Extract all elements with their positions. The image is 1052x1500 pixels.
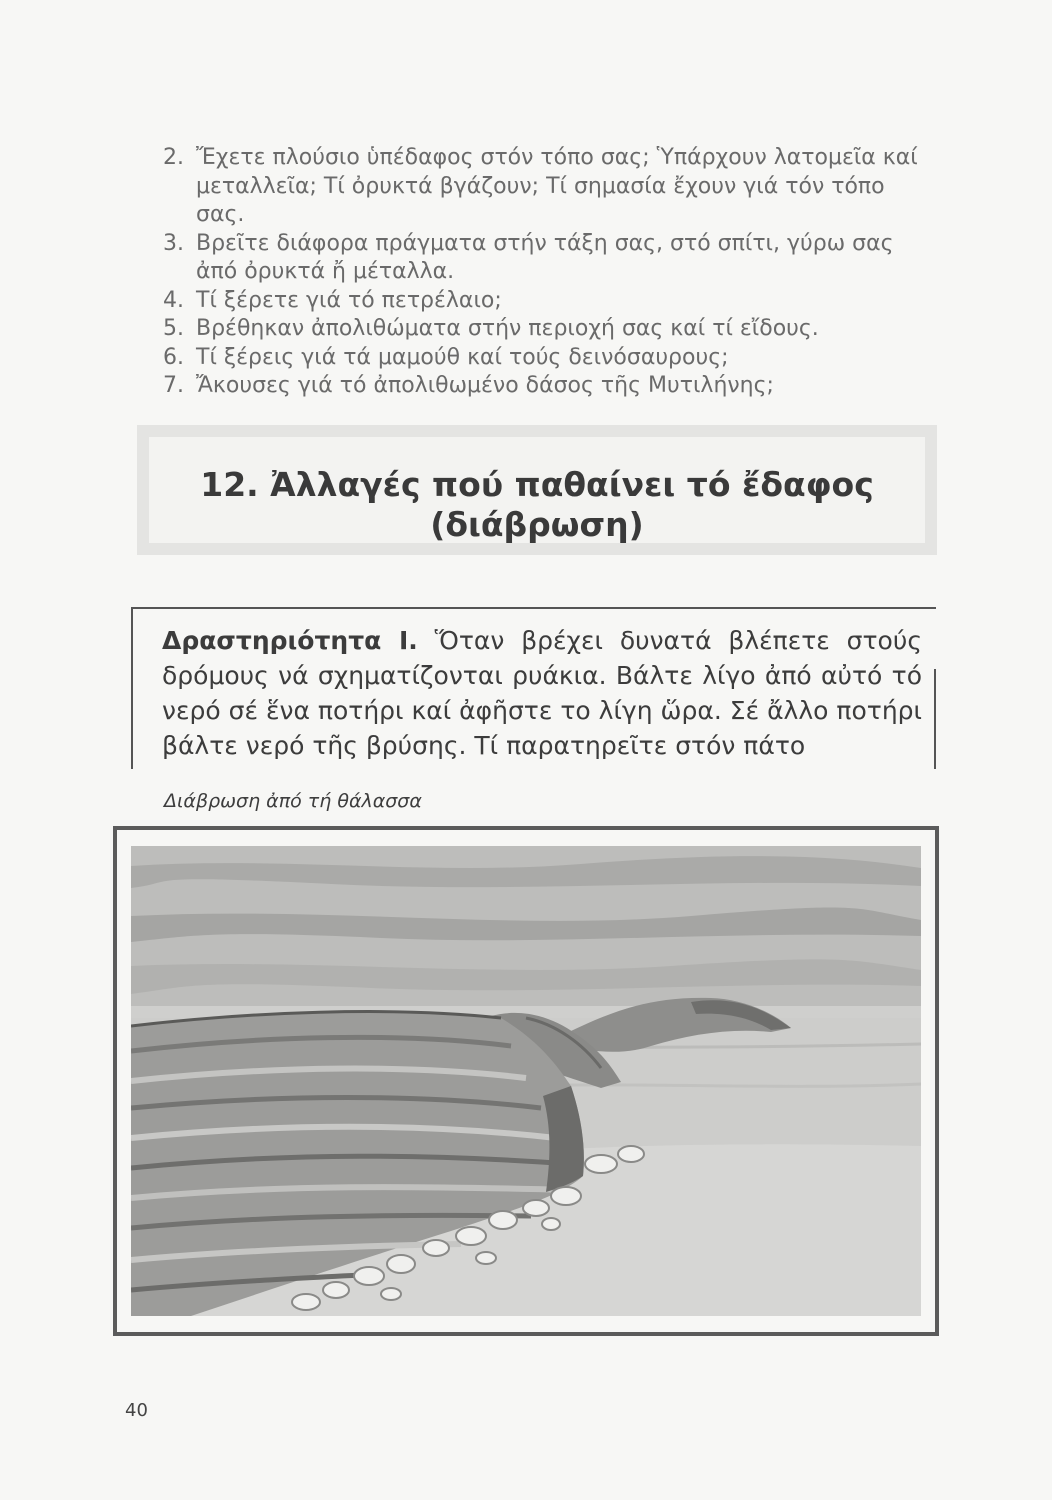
question-item	[163, 287, 923, 316]
question-item	[163, 144, 923, 230]
chapter-title-line1: 12. Ἀλλαγές πού παθαίνει τό ἔδαφος	[200, 465, 874, 504]
question-text: Ἄκουσες γιά τό ἀπολιθωμένο δάσος τῆς Μυτιλήνης;	[196, 373, 774, 398]
question-number: 3.	[163, 230, 184, 256]
figure-caption: Διάβρωση ἀπό τή θάλασσα	[164, 790, 422, 812]
chapter-title-box	[137, 425, 937, 555]
question-text: Βρεῖτε διάφορα πράγματα στήν τάξη σας, στό σπίτι, γύρω σας ἀπό ὀρυκτά ἤ μέταλλα.	[196, 230, 894, 284]
question-list	[163, 144, 923, 401]
activity-box	[131, 607, 936, 769]
question-number: 7.	[163, 373, 184, 398]
question-text: Βρέθηκαν ἀπολιθώματα στήν περιοχή σας καί τί εἴδους.	[196, 316, 819, 341]
question-number: 4.	[163, 287, 184, 313]
question-number: 2.	[163, 145, 184, 170]
question-item	[163, 230, 923, 287]
activity-paragraph	[162, 623, 922, 763]
chapter-title	[149, 465, 925, 545]
question-text: Τί ξέρετε γιά τό πετρέλαιο;	[196, 287, 502, 313]
page-number: 40	[125, 1400, 148, 1421]
question-number: 5.	[163, 316, 184, 341]
figure-frame	[113, 826, 939, 1336]
question-number: 6.	[163, 344, 184, 370]
question-item	[163, 372, 923, 401]
question-text: Τί ξέρεις γιά τά μαμούθ καί τούς δεινόσαυρους;	[196, 344, 729, 370]
question-text: Ἔχετε πλούσιο ὑπέδαφος στόν τόπο σας; Ὑπάρχουν λατομεῖα καί μεταλλεῖα; Τί ὀρυκτά βγάζουν; Τί σημασία ἔχουν γιά τόν τόπο σας.	[196, 145, 918, 227]
activity-text: Ὅταν βρέχει δυνατά βλέπετε στούς δρόμους νά σχηματίζονται ρυάκια. Βάλτε λίγο ἀπό αὐτό τό νερό σέ ἕνα ποτήρι καί ἀφῆστε το λίγη ὥρα. Σέ ἄλλο ποτήρι βάλτε νερό τῆς βρύσης. Τί παρατηρεῖτε στόν πάτο	[162, 626, 922, 760]
question-item	[163, 344, 923, 373]
chapter-title-line2: (διάβρωση)	[430, 505, 644, 544]
sea-erosion-illustration	[131, 846, 921, 1316]
chapter-title-inner	[149, 437, 925, 543]
activity-label: Δραστηριότητα Ι.	[162, 626, 418, 655]
question-item	[163, 315, 923, 344]
